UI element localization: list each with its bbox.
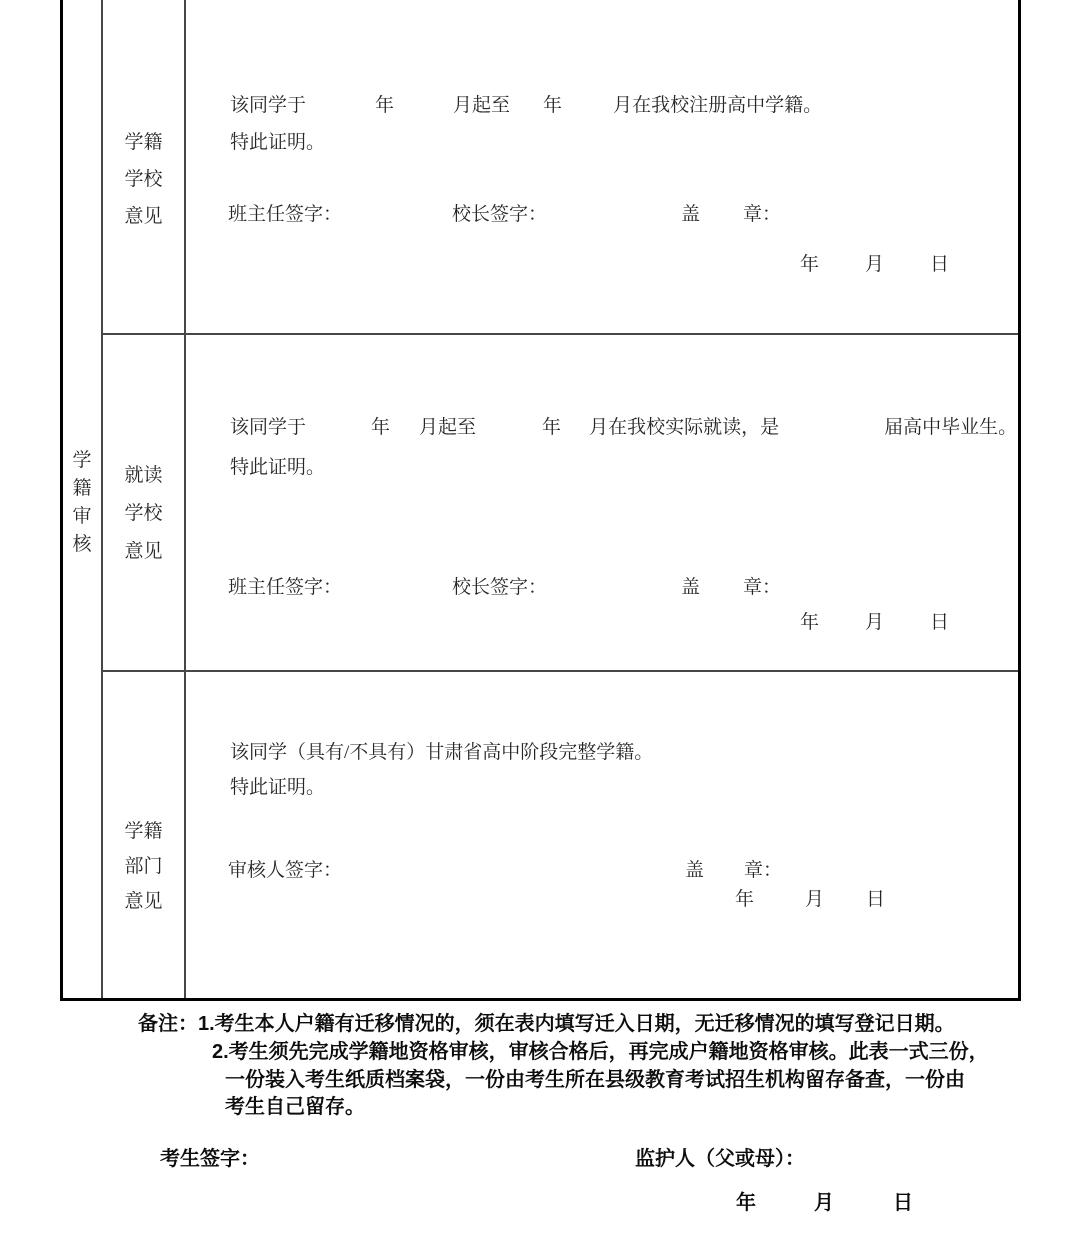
text-fragment: 班主任签字： [228,577,343,598]
row-label-line: 部门 [124,856,163,877]
text-fragment: 月 [865,254,885,275]
row-label-registration-school [103,124,184,235]
text-fragment: 考生签字： [160,1148,260,1170]
row-label-line: 就读 [124,465,163,486]
section-header-char: 学 [72,450,92,471]
text-fragment: 年 [542,417,562,438]
note-line-1: 备注：1.考生本人户籍有迁移情况的，须在表内填写迁入日期，无迁移情况的填写登记日期。 [138,1013,955,1035]
text-fragment: 年 [735,889,755,910]
section-header-cell [63,447,101,559]
section-header-char: 核 [72,534,92,555]
text-fragment: 监护人（父或母）： [635,1148,805,1170]
section-header-char: 审 [72,506,92,527]
row-label-line: 学籍 [124,821,163,842]
text-fragment: 该同学（具有/不具有）甘肃省高中阶段完整学籍。 [230,742,654,763]
text-fragment: 该同学于 [230,95,307,116]
signature-line [184,572,1016,599]
text-fragment: 盖 [685,860,705,881]
note-line-4: 考生自己留存。 [225,1096,365,1118]
text-fragment: 章： [743,204,782,225]
text-fragment: 日 [893,1192,913,1214]
text-fragment: 日 [866,889,886,910]
row-label-line: 意见 [124,541,163,562]
review-table [60,0,1021,1001]
text-fragment: 月在我校实际就读，是 [589,417,780,438]
row-label-attending-school [103,457,184,571]
text-fragment: 年 [736,1192,756,1214]
text-fragment: 盖 [681,577,701,598]
statement-line [184,412,1016,439]
text-fragment: 年 [371,417,391,438]
text-fragment: 届高中毕业生。 [884,417,1018,438]
text-fragment: 年 [543,95,563,116]
note-line-2: 2.考生须先完成学籍地资格审核，审核合格后，再完成户籍地资格审核。此表一式三份， [212,1041,989,1063]
date-line [184,607,1016,634]
text-fragment: 校长签字： [452,577,548,598]
text-fragment: 特此证明。 [230,777,326,798]
text-fragment: 日 [930,254,950,275]
statement-line [184,90,1016,117]
section-header-char: 籍 [72,478,92,499]
text-fragment: 年 [800,254,820,275]
text-fragment: 特此证明。 [230,457,326,478]
text-fragment: 月在我校注册高中学籍。 [613,95,823,116]
table-row-divider [101,333,1018,335]
text-fragment: 月起至 [419,417,477,438]
row-label-line: 意见 [124,891,163,912]
text-fragment: 月 [805,889,825,910]
row-label-line: 意见 [124,206,163,227]
statement-line [184,737,1016,764]
note-line-3: 一份装入考生纸质档案袋，一份由考生所在县级教育考试招生机构留存备查，一份由 [225,1069,965,1091]
text-fragment: 月 [814,1192,834,1214]
row-label-line: 学校 [124,503,163,524]
signature-line [184,855,1016,882]
table-row-divider [101,670,1018,672]
text-fragment: 校长签字： [452,204,548,225]
footer-date-line [0,1186,1080,1215]
signature-line [184,199,1016,226]
text-fragment: 特此证明。 [230,132,326,153]
certify-line [184,127,1016,154]
row-label-registration-department [103,814,184,919]
date-line [184,884,1016,911]
certify-line [184,772,1016,799]
text-fragment: 年 [375,95,395,116]
text-fragment: 月起至 [453,95,511,116]
text-fragment: 日 [930,612,950,633]
candidate-guardian-signature-line [0,1142,1080,1171]
row-label-line: 学校 [124,169,163,190]
text-fragment: 章： [744,860,783,881]
text-fragment: 年 [800,612,820,633]
text-fragment: 月 [865,612,885,633]
row-label-line: 学籍 [124,132,163,153]
text-fragment: 章： [743,577,782,598]
text-fragment: 审核人签字： [228,860,343,881]
certify-line [184,452,1016,479]
text-fragment: 班主任签字： [228,204,343,225]
text-fragment: 盖 [681,204,701,225]
text-fragment: 该同学于 [230,417,307,438]
date-line [184,249,1016,276]
